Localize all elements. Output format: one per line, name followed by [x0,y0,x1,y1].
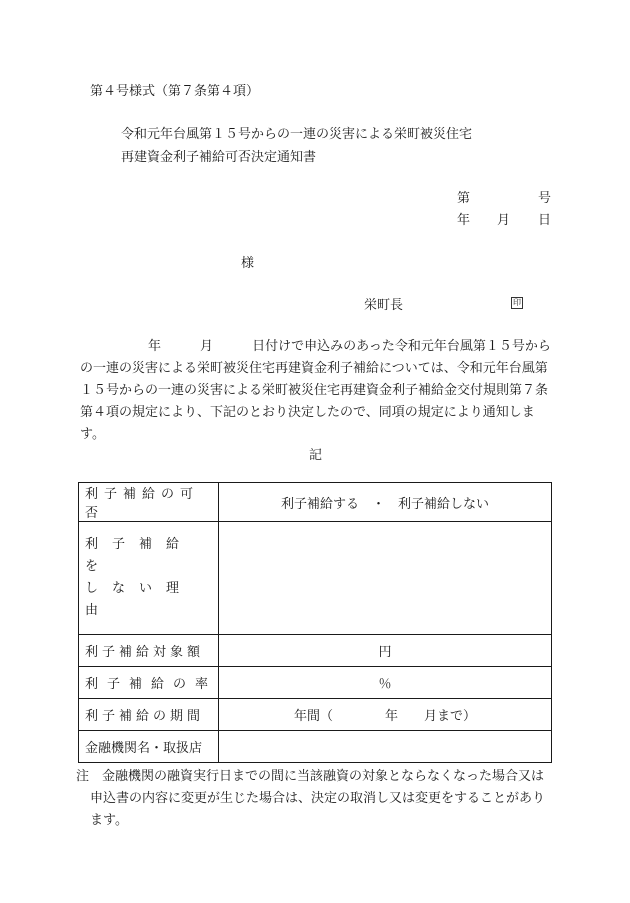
table-row [79,635,552,667]
row-label [79,667,219,699]
ki-heading: 記 [309,448,323,463]
row-label [79,731,219,763]
doc-number-prefix: 第 [457,191,471,206]
form-number: 第４号様式（第７条第４項） [90,84,260,99]
body-paragraph [80,336,552,446]
table-row [79,699,552,731]
row-label [79,522,219,635]
rate-value: ％ [219,667,552,699]
table-row [79,667,552,699]
document-title-line2: 再建資金利子補給可否決定通知書 [121,150,317,165]
table-row [79,522,552,635]
note-text: 注 金融機関の融資実行日までの間に当該融資の対象とならなくなった場合又は申込書の内容に変更が生じた場合は、決定の取消し又は変更をすることがあります。 [76,769,546,828]
sender-title: 栄町長 [364,298,404,313]
note [76,766,552,832]
label-rate: 利子補給の率 [85,677,218,692]
addressee-honorific: 様 [241,256,255,271]
date-month: 月 [497,213,511,228]
decision-table [78,482,552,763]
label-reason-line1: 利子補給を [85,537,194,574]
seal-mark: 印 [513,298,521,307]
row-label [79,699,219,731]
row-label [79,635,219,667]
availability-value: 利子補給する ・ 利子補給しない [219,483,552,522]
document-title-line1: 令和元年台風第１５号からの一連の災害による栄町被災住宅 [121,127,473,142]
reason-value [219,522,552,635]
date-day: 日 [538,213,552,228]
table-row [79,731,552,763]
label-period: 利子補給の期間 [85,709,205,724]
label-bank: 金融機関名・取扱店 [85,741,203,756]
doc-number-suffix: 号 [538,191,552,206]
body-month: 月 [200,339,214,354]
date-year: 年 [457,213,471,228]
label-amount: 利子補給対象額 [85,645,205,660]
table-row [79,483,552,522]
label-availability: 利子補給の可否 [85,487,200,521]
body-year: 年 [148,339,162,354]
body-text: 日付けで申込みのあった令和元年台風第１５号からの一連の災害による栄町被災住宅再建資金利子補給については、令和元年台風第１５号からの一連の災害による栄町被災住宅再建資金利子補給金交付規則第７条第４項の規定により、下記のとおり決定したので、同項の規定により通知します。 [80,339,551,442]
period-value: 年間（ 年 月まで） [219,699,552,731]
row-label [79,483,219,522]
amount-value: 円 [219,635,552,667]
label-reason-line2: しない理由 [85,581,194,618]
bank-value [219,731,552,763]
